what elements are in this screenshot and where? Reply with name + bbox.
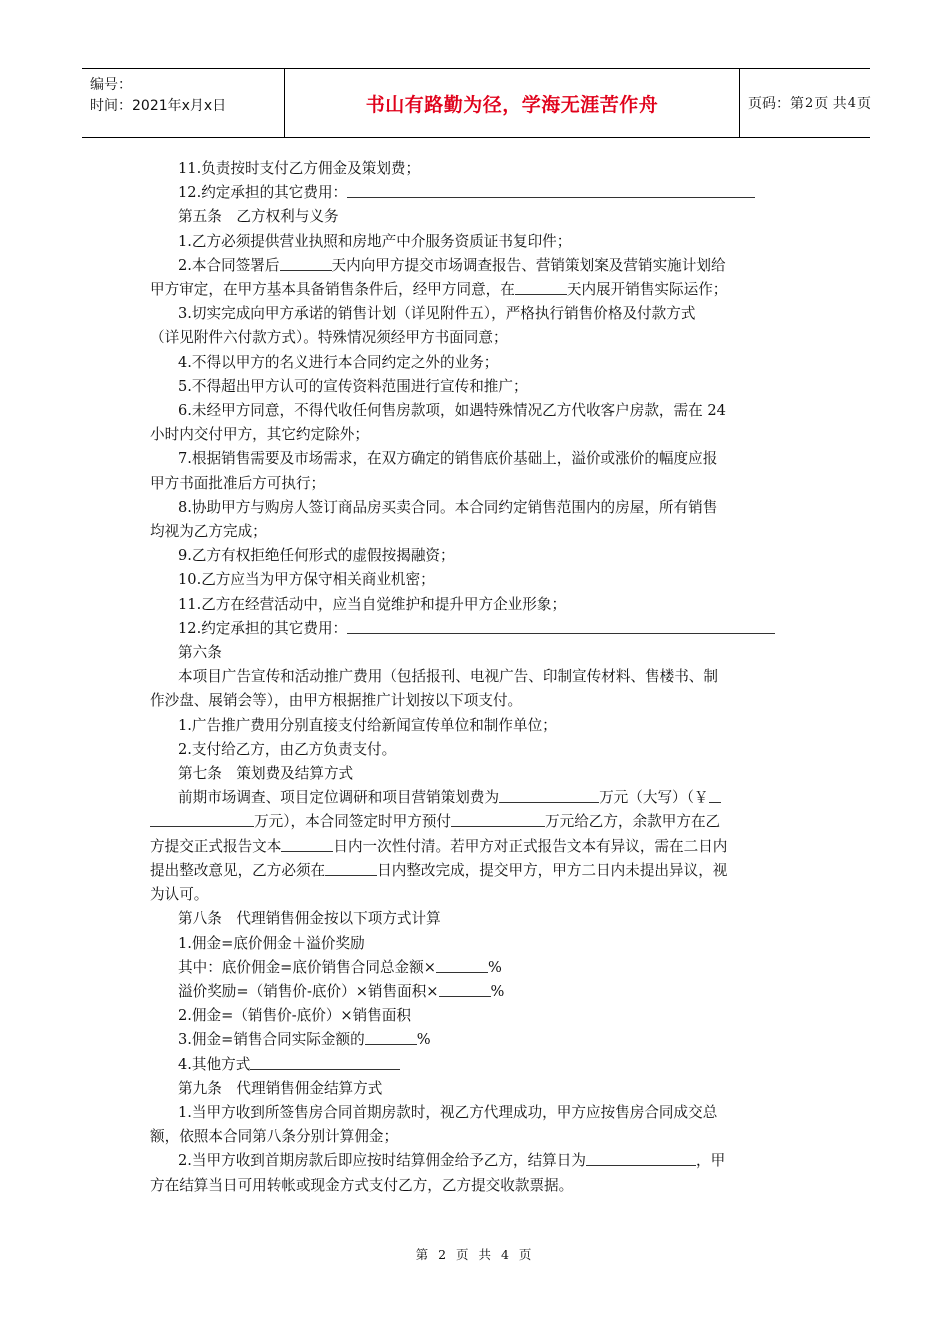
paragraph: 其中：底价佣金=底价销售合同总金额× % <box>178 958 502 976</box>
paragraph: 甲方审定，在甲方基本具备销售条件后，经甲方同意，在 天内展开销售实际运作； <box>150 281 728 299</box>
paragraph: 作沙盘、展销会等），由甲方根据推广计划按以下项支付。 <box>150 692 523 710</box>
paragraph: 9.乙方有权拒绝任何形式的虚假按揭融资； <box>178 547 455 565</box>
paragraph: 方提交正式报告文本 日内一次性付清。若甲方对正式报告文本有异议，需在二日内 <box>150 837 728 855</box>
paragraph: 甲方书面批准后方可执行； <box>150 474 326 492</box>
header-divider-right <box>739 69 740 137</box>
section-heading: 第五条 乙方权利与义务 <box>178 208 339 226</box>
paragraph: 2.本合同签署后 天内向甲方提交市场调查报告、营销策划案及营销实施计划给 <box>178 256 726 274</box>
paragraph: 12.约定承担的其它费用： <box>150 181 810 205</box>
page-footer: 第 2 页 共 4 页 <box>415 1247 535 1262</box>
section-heading: 第八条 代理销售佣金按以下项方式计算 <box>178 910 441 928</box>
paragraph: 均视为乙方完成； <box>150 523 267 541</box>
paragraph: 7.根据销售需要及市场需求，在双方确定的销售底价基础上，溢价或涨价的幅度应报 <box>178 450 718 468</box>
blank-line <box>150 811 254 827</box>
paragraph: 小时内交付甲方，其它约定除外； <box>150 426 369 444</box>
paragraph: 11.负责按时支付乙方佣金及策划费； <box>178 160 421 177</box>
paragraph: 方在结算当日可用转帐或现金方式支付乙方，乙方提交收款票据。 <box>150 1176 574 1194</box>
paragraph: 1.佣金=底价佣金＋溢价奖励 <box>178 934 365 952</box>
blank-line <box>586 1150 696 1166</box>
section-heading: 第七条 策划费及结算方式 <box>178 765 354 783</box>
paragraph: 3.切实完成向甲方承诺的销售计划（详见附件五），严格执行销售价格及付款方式 <box>178 305 696 323</box>
blank-line <box>347 618 775 634</box>
date-label: 时间：2021年x月x日 <box>90 98 227 114</box>
header-meta <box>90 75 280 117</box>
paragraph: 6.未经甲方同意，不得代收任何售房款项，如遇特殊情况乙方代收客户房款，需在 24 <box>178 402 726 420</box>
paragraph: 4.其他方式 <box>150 1053 810 1077</box>
paragraph: 为认可。 <box>150 886 209 904</box>
blank-line <box>439 981 491 997</box>
paragraph: 提出整改意见，乙方必须在 日内整改完成，提交甲方，甲方二日内未提出异议，视 <box>150 861 728 879</box>
paragraph: 11.乙方在经营活动中，应当自觉维护和提升甲方企业形象； <box>178 595 567 613</box>
paragraph: 2.支付给乙方，由乙方负责支付。 <box>178 740 397 758</box>
paragraph: 4.不得以甲方的名义进行本合同约定之外的业务； <box>178 353 499 371</box>
header-motto: 书山有路勤为径，学海无涯苦作舟 <box>365 93 659 116</box>
blank-line <box>515 279 567 295</box>
paragraph: 2.佣金=（销售价-底价）×销售面积 <box>178 1007 412 1025</box>
blank-line <box>325 860 377 876</box>
paragraph: 本项目广告宣传和活动推广费用（包括报刊、电视广告、印制宣传材料、售楼书、制 <box>178 668 718 686</box>
blank-line <box>365 1029 417 1045</box>
paragraph: 万元），本合同签定时甲方预付 万元给乙方，余款甲方在乙 <box>150 810 810 834</box>
paragraph: 2.当甲方收到首期房款后即应按时结算佣金给予乙方，结算日为 ，甲 <box>178 1152 726 1170</box>
paragraph: 前期市场调查、项目定位调研和项目营销策划费为 万元（大写）（￥ <box>150 786 810 810</box>
blank-line <box>451 811 545 827</box>
paragraph: 3.佣金=销售合同实际金额的 % <box>178 1031 431 1049</box>
page-header <box>82 68 870 138</box>
paragraph: （详见附件六付款方式）。特殊情况须经甲方书面同意； <box>150 329 508 347</box>
contract-body <box>150 157 810 1198</box>
blank-line <box>436 957 488 973</box>
blank-line <box>250 1054 400 1070</box>
blank-line <box>280 255 332 271</box>
blank-line <box>709 787 721 803</box>
number-label: 编号： <box>90 77 132 93</box>
paragraph: 12.约定承担的其它费用： <box>150 617 810 641</box>
blank-line <box>281 836 333 852</box>
paragraph: 1.广告推广费用分别直接支付给新闻宣传单位和制作单位； <box>178 716 557 734</box>
blank-line <box>347 182 755 198</box>
paragraph: 1.乙方必须提供营业执照和房地产中介服务资质证书复印件； <box>178 232 572 250</box>
paragraph: 5.不得超出甲方认可的宣传资料范围进行宣传和推广； <box>178 377 528 395</box>
paragraph: 10.乙方应当为甲方保守相关商业机密； <box>178 571 435 589</box>
header-page-number: 页码：第 2 页 共 4 页 <box>748 95 872 112</box>
paragraph: 1.当甲方收到所签售房合同首期房款时，视乙方代理成功，甲方应按售房合同成交总 <box>178 1103 718 1121</box>
section-heading: 第九条 代理销售佣金结算方式 <box>178 1079 383 1097</box>
paragraph: 溢价奖励=（销售价-底价）×销售面积× % <box>178 982 505 1000</box>
paragraph: 额，依照本合同第八条分别计算佣金； <box>150 1128 399 1146</box>
blank-line <box>499 787 599 803</box>
paragraph: 8.协助甲方与购房人签订商品房买卖合同。本合同约定销售范围内的房屋，所有销售 <box>178 498 718 516</box>
section-heading: 第六条 <box>178 644 222 662</box>
